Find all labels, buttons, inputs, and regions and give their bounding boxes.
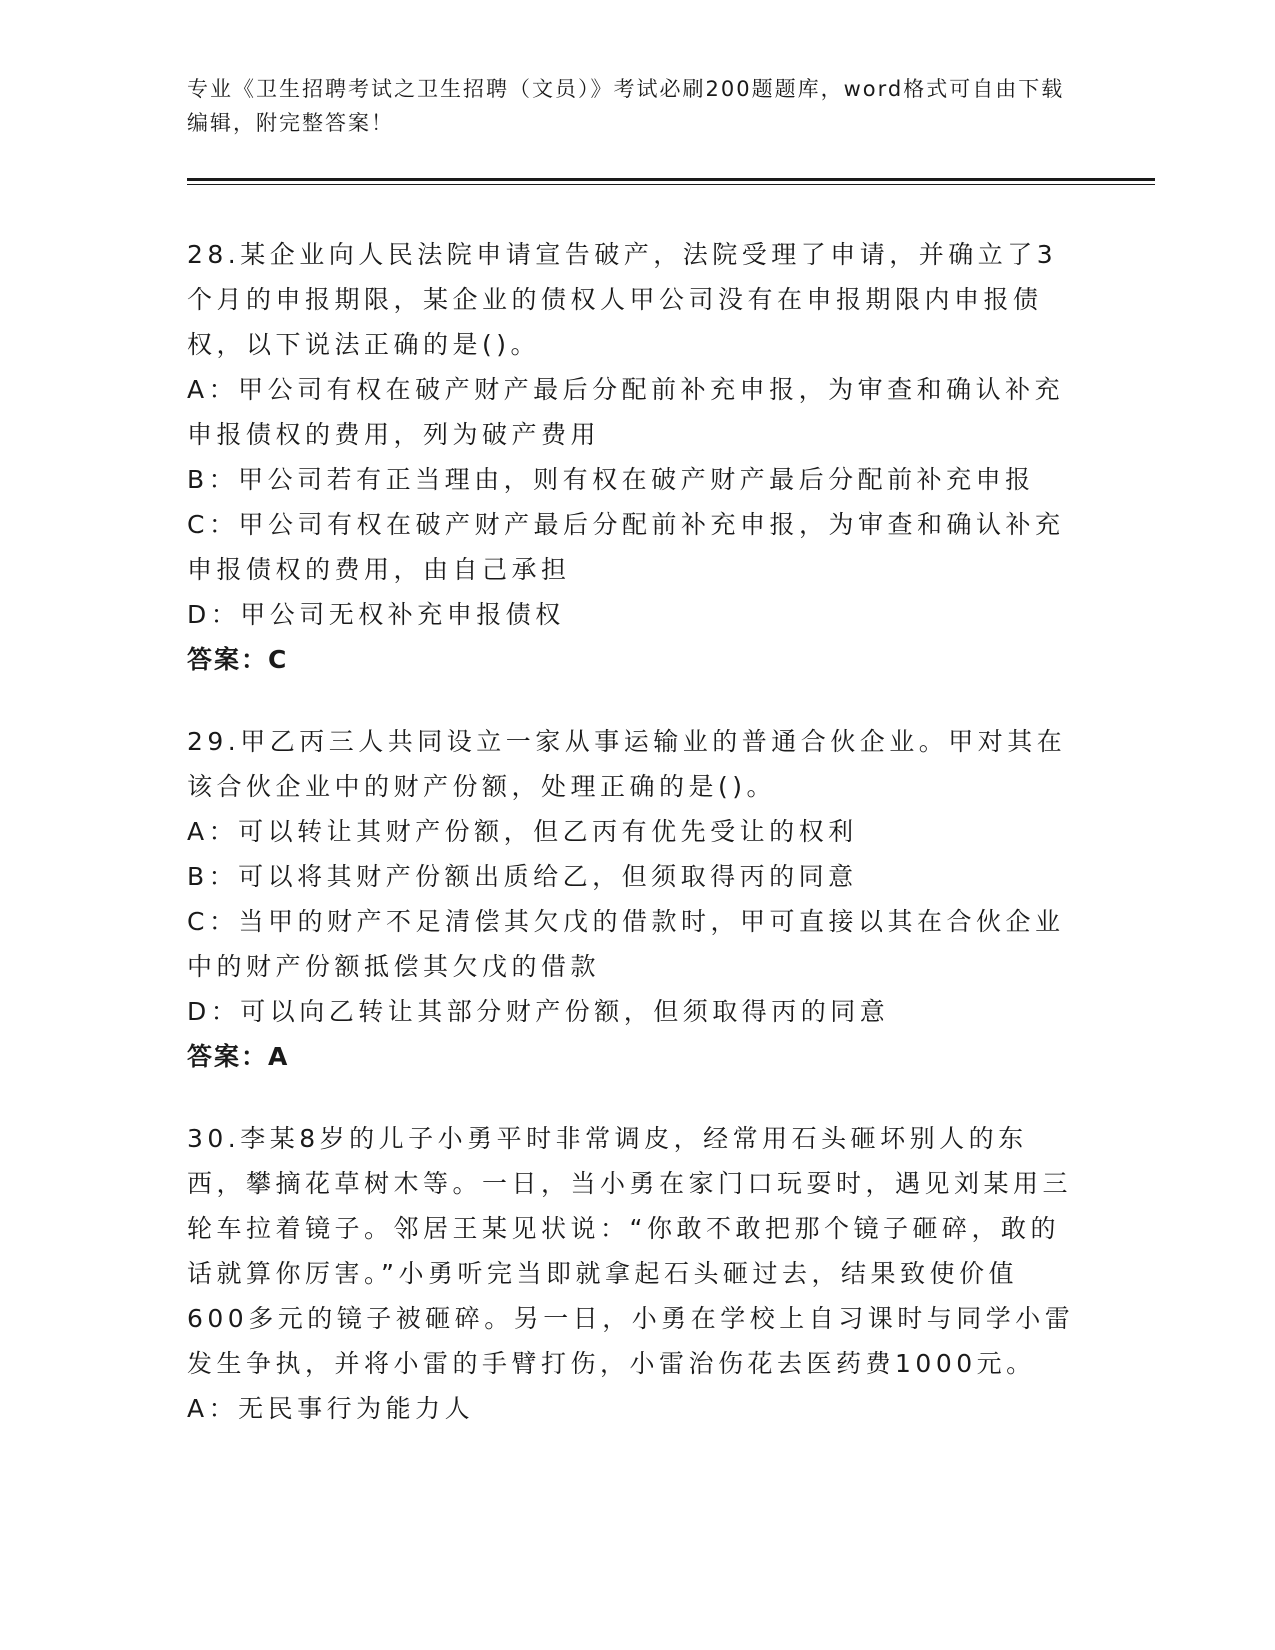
answer-label: 答案：C [187,645,289,674]
document-header [187,72,1067,140]
option-b: B：可以将其财产份额出质给乙，但须取得丙的同意 [187,862,858,891]
option-d: D：可以向乙转让其部分财产份额，但须取得丙的同意 [187,997,890,1026]
question-stem: 29.甲乙丙三人共同设立一家从事运输业的普通合伙企业。甲对其在该合伙企业中的财产份额，处理正确的是()。 [187,727,1067,801]
question-stem: 30.李某8岁的儿子小勇平时非常调皮，经常用石头砸坏别人的东西，攀摘花草树木等。一日，当小勇在家门口玩耍时，遇见刘某用三轮车拉着镜子。邻居王某见状说：“你敢不敢把那个镜子砸碎，敢的话就算你厉害。”小勇听完当即就拿起石头砸过去，结果致使价值600多元的镜子被砸碎。另一日，小勇在学校上自习课时与同学小雷发生争执，并将小雷的手臂打伤，小雷治伤花去医药费1000元。 [187,1124,1075,1378]
question-list [187,232,1077,1468]
question-29 [187,719,1077,1079]
question-28 [187,232,1077,682]
question-stem: 28.某企业向人民法院申请宣告破产，法院受理了申请，并确立了3个月的申报期限，某企业的债权人甲公司没有在申报期限内申报债权，以下说法正确的是()。 [187,240,1058,359]
answer-label: 答案：A [187,1042,290,1071]
option-a: A：甲公司有权在破产财产最后分配前补充申报，为审查和确认补充申报债权的费用，列为破产费用 [187,375,1065,449]
option-a: A：可以转让其财产份额，但乙丙有优先受让的权利 [187,817,858,846]
option-d: D：甲公司无权补充申报债权 [187,600,565,629]
option-c: C：甲公司有权在破产财产最后分配前补充申报，为审查和确认补充申报债权的费用，由自己承担 [187,510,1065,584]
option-a: A：无民事行为能力人 [187,1394,475,1423]
question-30 [187,1116,1077,1431]
header-text: 专业《卫生招聘考试之卫生招聘（文员）》考试必刷200题题库，word格式可自由下载编辑，附完整答案！ [187,77,1065,135]
header-divider-thick [187,178,1155,181]
option-b: B：甲公司若有正当理由，则有权在破产财产最后分配前补充申报 [187,465,1035,494]
header-divider-thin [187,184,1155,185]
option-c: C：当甲的财产不足清偿其欠戊的借款时，甲可直接以其在合伙企业中的财产份额抵偿其欠戊的借款 [187,907,1065,981]
